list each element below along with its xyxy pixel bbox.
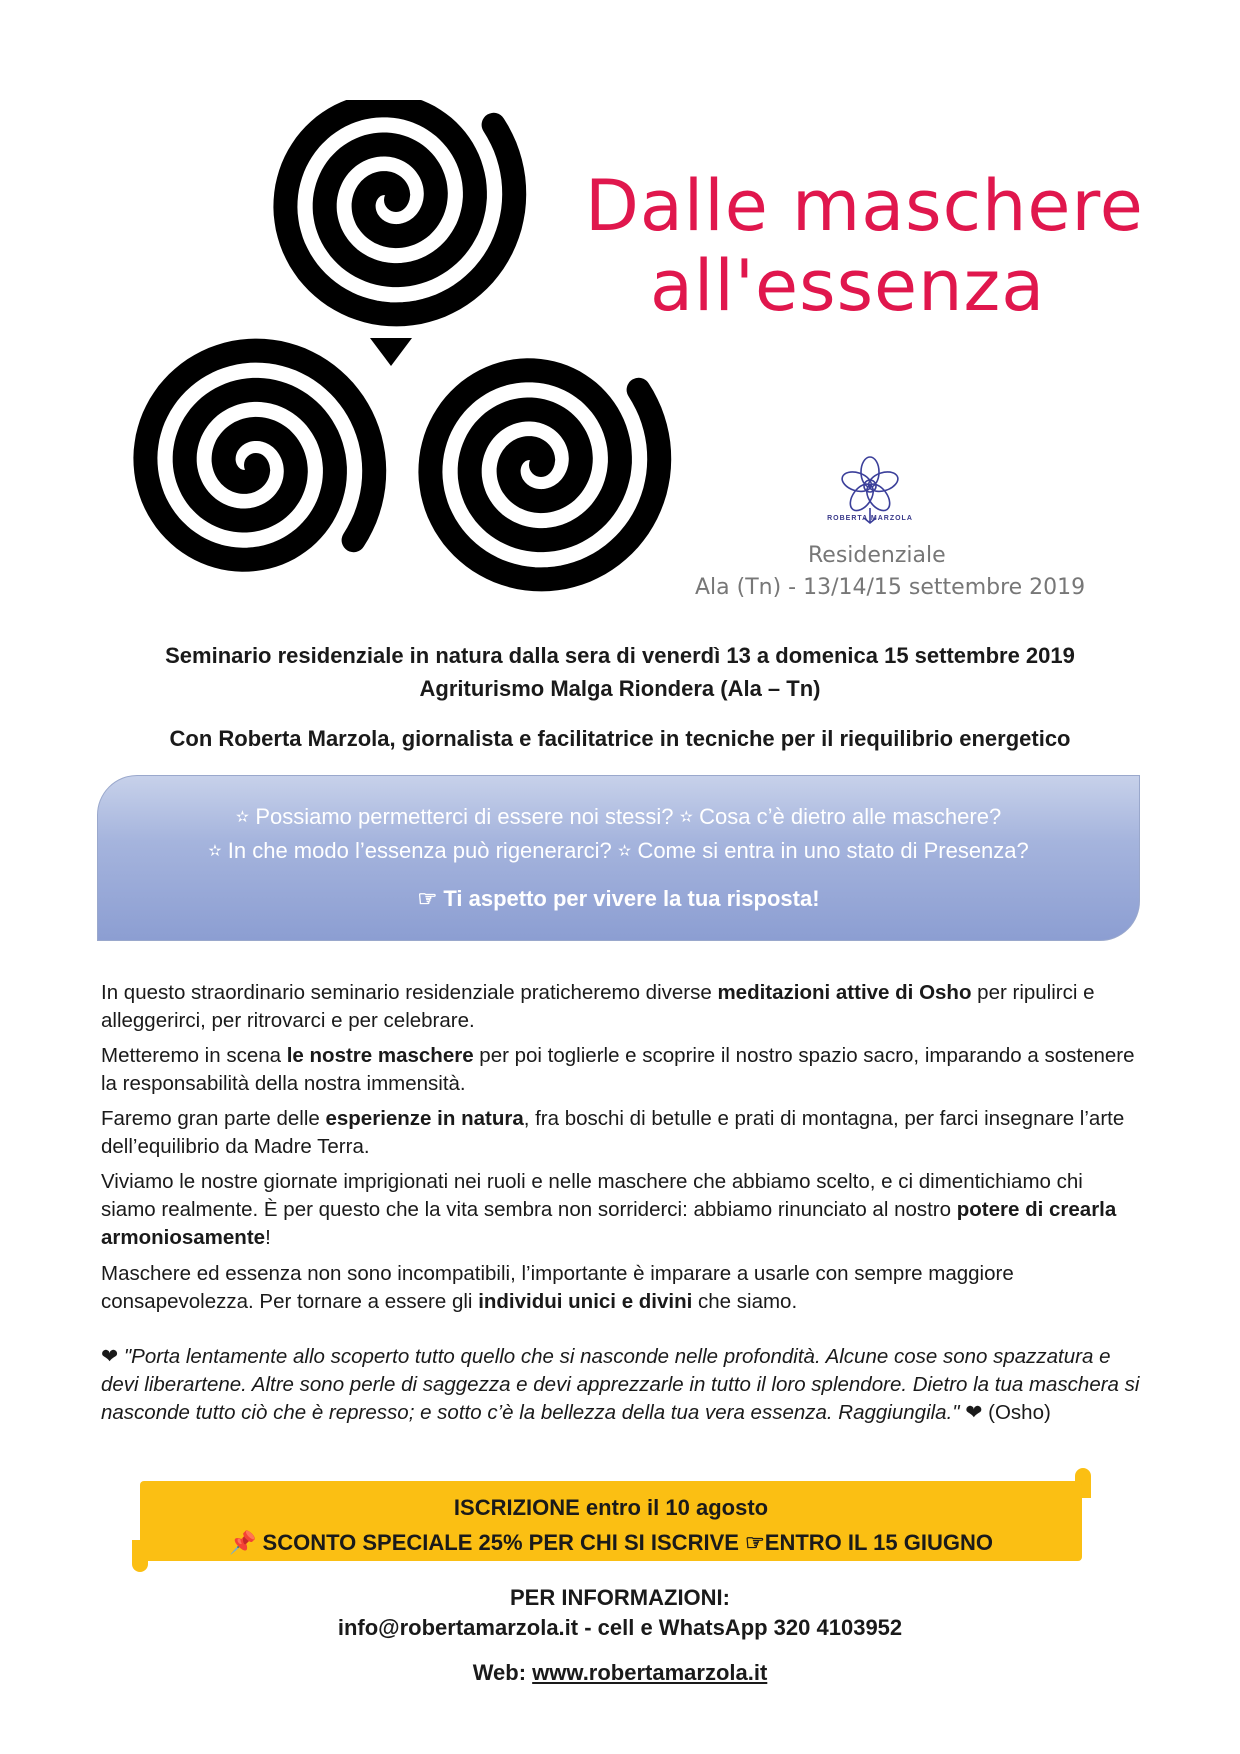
hand-icon: ☞ xyxy=(417,886,438,911)
contact-line[interactable]: info@robertamarzola.it - cell e WhatsApp 320 4103952 xyxy=(337,1615,903,1640)
brand-name-logo: ROBERTA MARZOLA xyxy=(827,515,913,522)
quote-author: (Osho) xyxy=(988,1401,1051,1424)
paragraph-3: Faremo gran parte delle esperienze in natura, fra boschi di betulle e prati di montagna, per farci insegnare l’arte dell’equilibrio da Madre Terra. xyxy=(101,1107,1125,1158)
question-4: Come si entra in uno stato di Presenza? xyxy=(637,838,1029,863)
seminar-dates: Seminario residenziale in natura dalla sera di venerdì 13 a domenica 15 settembre 2019 xyxy=(165,643,1075,668)
spiral-arm xyxy=(145,351,374,560)
questions-row-1 xyxy=(98,804,1139,830)
residenziale-label: Residenziale xyxy=(808,543,946,568)
info-heading: PER INFORMAZIONI: xyxy=(510,1585,730,1610)
spiral-arm xyxy=(430,370,659,579)
title-line-1: Dalle maschere xyxy=(585,165,1144,247)
star-icon: ✫ xyxy=(617,843,632,860)
discount-line: 📌 SCONTO SPECIALE 25% PER CHI SI ISCRIVE ☞ENTRO IL 15 GIUGNO xyxy=(229,1530,993,1555)
cta-text: Ti aspetto per vivere la tua risposta! xyxy=(443,886,820,911)
spiral-arm xyxy=(285,105,514,314)
registration-deadline: ISCRIZIONE entro il 10 agosto xyxy=(453,1495,769,1520)
questions-box xyxy=(97,775,1140,941)
venue: Agriturismo Malga Riondera (Ala – Tn) xyxy=(419,676,821,701)
title-line-2: all'essenza xyxy=(650,245,1046,327)
place-date-label: Ala (Tn) - 13/14/15 settembre 2019 xyxy=(695,575,1086,600)
facilitator: Con Roberta Marzola, giornalista e facilitatrice in tecniche per il riequilibrio energetico xyxy=(169,726,1071,751)
heart-icon: ❤ xyxy=(965,1401,983,1424)
questions-cta xyxy=(98,886,1139,912)
paragraph-5: Maschere ed essenza non sono incompatibili, l’importante è imparare a usarle con sempre maggiore consapevolezza. Per tornare a essere gli individui unici e divini che siamo. xyxy=(101,1262,1014,1313)
paragraph-1: In questo straordinario seminario residenziale praticheremo diverse meditazioni attive di Osho per ripulirci e alleggerirci, per ritrovarci e per celebrare. xyxy=(101,981,1095,1032)
star-icon: ✫ xyxy=(679,809,694,826)
osho-quote xyxy=(101,1343,1141,1427)
star-icon: ✫ xyxy=(208,843,222,860)
website-link[interactable]: www.robertamarzola.it xyxy=(532,1660,768,1685)
quote-text: "Porta lentamente allo scoperto tutto quello che si nasconde nelle profondità. Alcune cose sono spazzatura e devi liberartene. Altre sono perle di saggezza e devi apprezzarle in tutto il loro splendore. Dietro la tua maschera si nasconde tutto ciò che è represso; e sotto c’è la bellezza della tua vera essenza. Raggiungila." xyxy=(101,1345,1140,1424)
paragraph-2: Metteremo in scena le nostre maschere per poi toglierle e scoprire il nostro spazio sacro, imparando a sostenere la responsabilità della nostra immensità. xyxy=(101,1044,1135,1095)
star-icon: ✫ xyxy=(235,809,250,826)
heart-icon: ❤ xyxy=(101,1345,119,1368)
web-line: Web: www.robertamarzola.it xyxy=(472,1660,768,1685)
paragraph-4: Viviamo le nostre giornate imprigionati nei ruoli e nelle maschere che abbiamo scelto, e ci dimentichiamo chi siamo realmente. È per questo che la vita sembra non sorriderci: abbiamo rinunciato al nostro potere di crearla armoniosamente! xyxy=(101,1170,1117,1249)
question-3: In che modo l’essenza può rigenerarci? xyxy=(227,838,612,863)
pointing-hand-icon: ☞ xyxy=(745,1530,765,1555)
question-2: Cosa c’è dietro alle maschere? xyxy=(699,804,1002,829)
question-1: Possiamo permetterci di essere noi stessi? xyxy=(255,804,674,829)
questions-row-2 xyxy=(98,838,1139,864)
pushpin-icon: 📌 xyxy=(229,1530,257,1555)
